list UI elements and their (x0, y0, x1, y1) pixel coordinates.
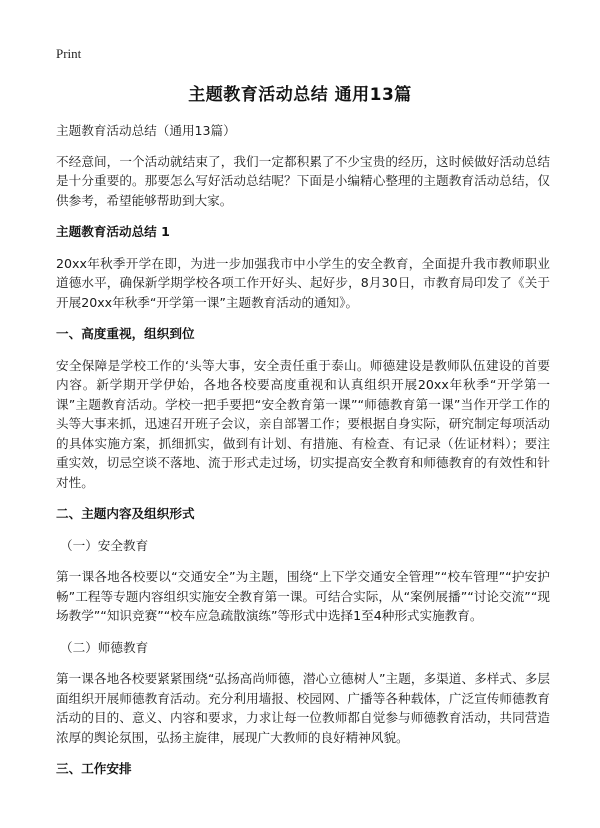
ethics-paragraph: 第一课各地各校要紧紧围绕“弘扬高尚师德，潜心立德树人”主题，多渠道、多样式、多层面组织开展师德教育活动。充分利用墙报、校园网、广播等各种载体，广泛宣传师德教育活动的目的、意义、内容和要求，力求让每一位教师都自觉参与师德教育活动，共同营造浓厚的舆论氛围，弘扬主旋律，展现广大教师的良好精神风貌。 (56, 671, 550, 745)
print-link[interactable]: Print (56, 46, 82, 61)
subheading-ethics: （二）师德教育 (60, 639, 149, 655)
intro-paragraph: 不经意间，一个活动就结束了，我们一定都积累了不少宝贵的经历，这时候做好活动总结是十分重要的。那要怎么写好活动总结呢？下面是小编精心整理的主题教育活动总结，仅供参考，希望能够帮助到大家。 (56, 153, 550, 208)
part-heading-2: 二、主题内容及组织形式 (56, 506, 195, 521)
section-heading: 主题教育活动总结 1 (56, 224, 170, 239)
section-paragraph: 20xx年秋季开学在即，为进一步加强我市中小学生的安全教育，全面提升我市教师职业道德水平，确保新学期学校各项工作开好头、起好步，8月30日，市教育局印发了《关于开展20xx年秋季“开学第一课”主题教育活动的通知》。 (56, 255, 550, 310)
part-paragraph-1: 安全保障是学校工作的‘头等大事，安全责任重于泰山。师德建设是教师队伍建设的首要内容。新学期开学伊始，各地各校要高度重视和认真组织开展20xx年秋季“开学第一课”主题教育活动。学校一把手要把“安全教育第一课”“师德教育第一课”当作开学工作的头等大事来抓，迅速召开班子会议，亲自部署工作；要根据自身实际，研究制定每项活动的具体实施方案，抓细抓实，做到有计划、有措施、有检查、有记录（佐证材料）；要注重实效，切忌空谈不落地、流于形式走过场，切实提高安全教育和师德教育的有效性和针对性。 (56, 357, 550, 490)
page-title: 主题教育活动总结 通用13篇 (188, 85, 412, 105)
document-body (56, 121, 550, 791)
safety-paragraph: 第一课各地各校要以“交通安全”为主题，围绕“上下学交通安全管理”“校车管理”“护安护畅”工程等专题内容组织实施安全教育第一课。可结合实际，从“案例展播”“讨论交流”“现场教学”“知识竞赛”“校车应急疏散演练”等形式中选择1至4种形式实施教育。 (56, 569, 550, 623)
document-subtitle: 主题教育活动总结（通用13篇） (56, 123, 236, 138)
part-heading-1: 一、高度重视，组织到位 (56, 326, 195, 341)
subheading-safety: （一）安全教育 (60, 537, 149, 553)
part-heading-3: 三、工作安排 (56, 761, 132, 776)
